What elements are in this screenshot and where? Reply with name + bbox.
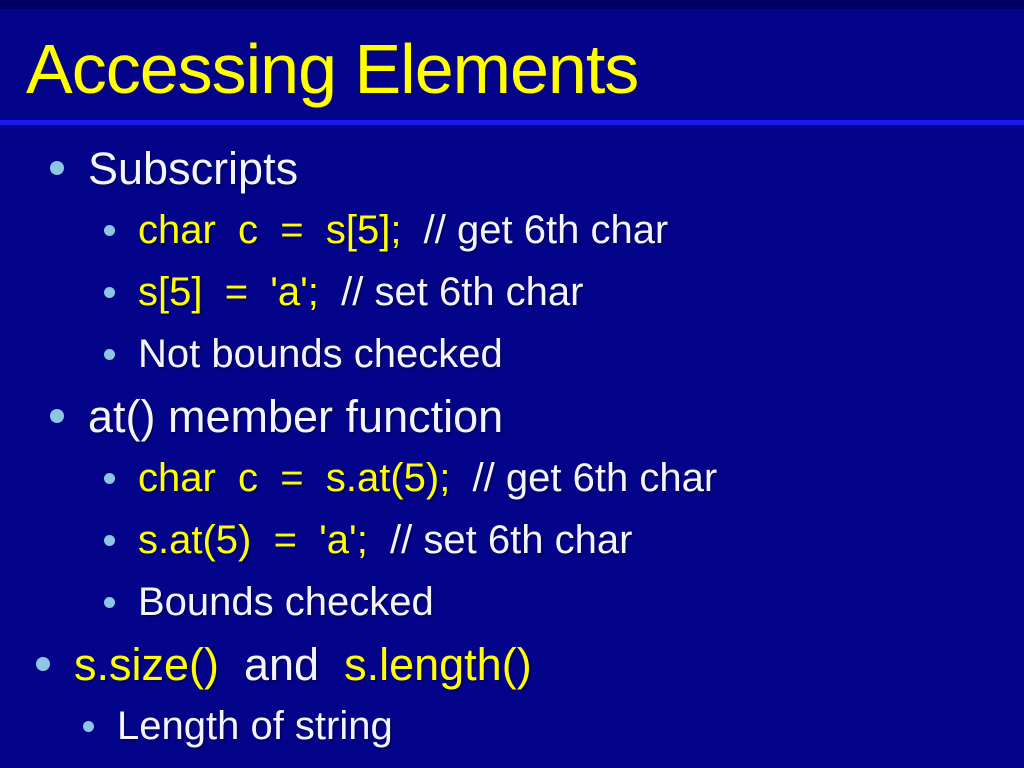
bullet-text (138, 458, 717, 498)
bullet-item-set-subscript (0, 261, 1024, 323)
comment-segment: // get 6th char (401, 208, 669, 252)
bullet-item-subscripts (0, 137, 1024, 199)
bullet-text (88, 390, 504, 442)
bullet-text-segment: Length of string (117, 704, 393, 748)
slide-body (0, 137, 1024, 757)
bullet-item-set-at (0, 509, 1024, 571)
bullet-item-length-of-string (0, 695, 1024, 757)
code-segment: s.length() (344, 638, 532, 690)
bullet-icon (50, 161, 64, 175)
bullet-text-segment: and (219, 638, 345, 690)
bullet-text (138, 272, 584, 312)
bullet-item-size-length (0, 633, 1024, 695)
bullet-text (138, 520, 632, 560)
bullet-icon (104, 535, 115, 546)
bullet-item-bounds-checked (0, 571, 1024, 633)
code-segment: s.size() (74, 638, 219, 690)
code-segment: s.at(5) = 'a'; (138, 518, 368, 562)
bullet-item-not-bounds-checked (0, 323, 1024, 385)
bullet-text (138, 334, 503, 374)
bullet-text (117, 706, 393, 746)
bullet-icon (104, 349, 115, 360)
bullet-icon (50, 409, 64, 423)
bullet-item-get-subscript (0, 199, 1024, 261)
bullet-text (88, 142, 299, 194)
top-border-band (0, 0, 1024, 9)
code-segment: char c = s.at(5); (138, 456, 451, 500)
bullet-icon (36, 657, 50, 671)
bullet-icon (104, 597, 115, 608)
bullet-text-segment: at() member function (88, 390, 504, 442)
bullet-icon (104, 225, 115, 236)
bullet-icon (104, 287, 115, 298)
bullet-icon (83, 721, 94, 732)
code-segment: s[5] = 'a'; (138, 270, 319, 314)
bullet-icon (104, 473, 115, 484)
bullet-text-segment: Subscripts (88, 142, 299, 194)
title-divider-line (0, 120, 1024, 125)
bullet-text (74, 638, 532, 690)
slide-title: Accessing Elements (26, 30, 639, 108)
comment-segment: // get 6th char (450, 456, 718, 500)
bullet-item-get-at (0, 447, 1024, 509)
bullet-text-segment: Not bounds checked (138, 332, 503, 376)
bullet-text (138, 582, 434, 622)
bullet-text (138, 210, 668, 250)
bullet-text-segment: Bounds checked (138, 580, 434, 624)
bullet-item-at-member-function (0, 385, 1024, 447)
comment-segment: // set 6th char (318, 270, 584, 314)
comment-segment: // set 6th char (367, 518, 633, 562)
code-segment: char c = s[5]; (138, 208, 402, 252)
